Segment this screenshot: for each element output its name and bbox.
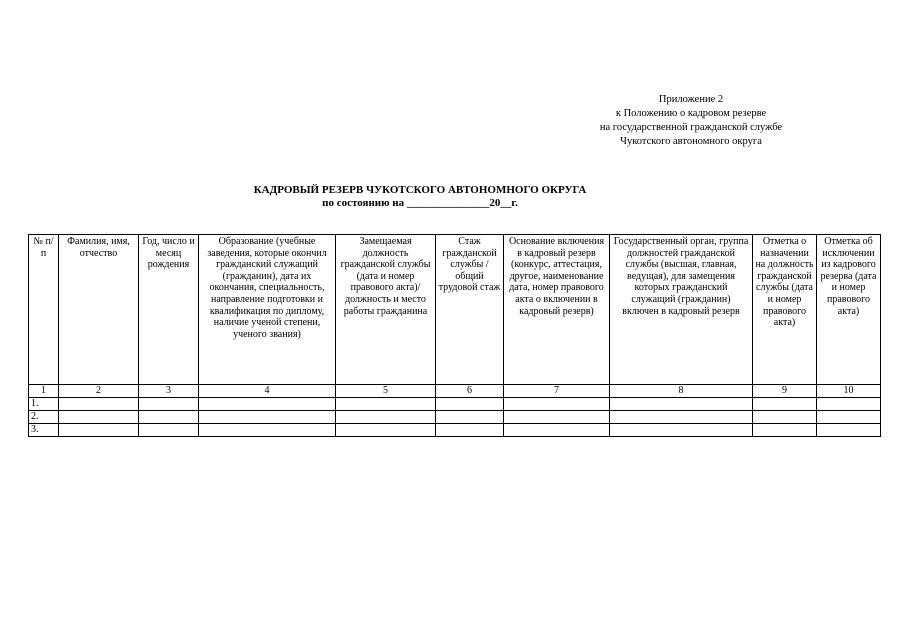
column-number: 8 [610, 385, 753, 398]
column-number: 3 [139, 385, 199, 398]
header-cell-birth-date: Год, число и месяц рождения [139, 235, 199, 385]
table-cell [199, 411, 336, 424]
header-cell-full-name: Фамилия, имя, отчество [59, 235, 139, 385]
header-cell-inclusion-basis: Основание включения в кадровый резерв (конкурс, аттестация, другое, наименование дата, номер правового акта о включении в кадровый резерв) [504, 235, 610, 385]
row-number: 3. [29, 424, 59, 437]
table-cell [139, 424, 199, 437]
table-row [29, 398, 881, 411]
table-cell [610, 411, 753, 424]
table-cell [436, 411, 504, 424]
table-header-row [29, 235, 881, 385]
table-cell [817, 411, 881, 424]
column-number: 10 [817, 385, 881, 398]
table-cell [139, 398, 199, 411]
column-number: 4 [199, 385, 336, 398]
header-cell-experience: Стаж гражданской службы / общий трудовой стаж [436, 235, 504, 385]
header-cell-education: Образование (учебные заведения, которые окончил гражданский служащий (гражданин), дата их окончания, специальность, направление подготовки и квалификация по диплому, наличие ученой степени, ученого звания) [199, 235, 336, 385]
table-cell [504, 411, 610, 424]
table-cell [336, 424, 436, 437]
column-number: 7 [504, 385, 610, 398]
table-row [29, 411, 881, 424]
appendix-line: Чукотского автономного округа [620, 136, 762, 147]
table-cell [139, 411, 199, 424]
appendix-line: Приложение 2 [658, 94, 724, 105]
appendix-line: к Положению о кадровом резерве [615, 108, 767, 119]
column-number: 1 [29, 385, 59, 398]
table-cell [753, 411, 817, 424]
table-cell [336, 398, 436, 411]
table-cell [199, 424, 336, 437]
table-cell [336, 411, 436, 424]
column-number: 9 [753, 385, 817, 398]
table-cell [59, 398, 139, 411]
title-subtitle: по состоянию на _______________20__г. [322, 197, 518, 209]
table-cell [199, 398, 336, 411]
column-number: 5 [336, 385, 436, 398]
row-number: 2. [29, 411, 59, 424]
header-cell-number: № п/п [29, 235, 59, 385]
table-cell [504, 398, 610, 411]
appendix-line: на государственной гражданской службе [599, 122, 783, 133]
table-cell [59, 411, 139, 424]
table-cell [59, 424, 139, 437]
title-main: КАДРОВЫЙ РЕЗЕРВ ЧУКОТСКОГО АВТОНОМНОГО ОКРУГА [253, 184, 587, 196]
table-row [29, 424, 881, 437]
header-cell-exclusion-mark: Отметка об исключении из кадрового резерва (дата и номер правового акта) [817, 235, 881, 385]
header-cell-position: Замещаемая должность гражданской службы (дата и номер правового акта)/ должность и место работы гражданина [336, 235, 436, 385]
column-number-row [29, 385, 881, 398]
table-cell [817, 424, 881, 437]
table-cell [753, 398, 817, 411]
table-cell [753, 424, 817, 437]
column-number: 2 [59, 385, 139, 398]
header-cell-government-body: Государственный орган, группа должностей гражданской службы (высшая, главная, ведущая), для замещения которых гражданский служащий (гражданин) включен в кадровый резерв [610, 235, 753, 385]
table-cell [436, 398, 504, 411]
table-cell [504, 424, 610, 437]
table-cell [610, 424, 753, 437]
reserve-table [28, 234, 881, 437]
document-title [150, 184, 690, 210]
appendix-note [560, 93, 822, 149]
table-cell [610, 398, 753, 411]
row-number: 1. [29, 398, 59, 411]
column-number: 6 [436, 385, 504, 398]
header-cell-appointment-mark: Отметка о назначении на должность гражданской службы (дата и номер правового акта) [753, 235, 817, 385]
table-cell [817, 398, 881, 411]
table-cell [436, 424, 504, 437]
